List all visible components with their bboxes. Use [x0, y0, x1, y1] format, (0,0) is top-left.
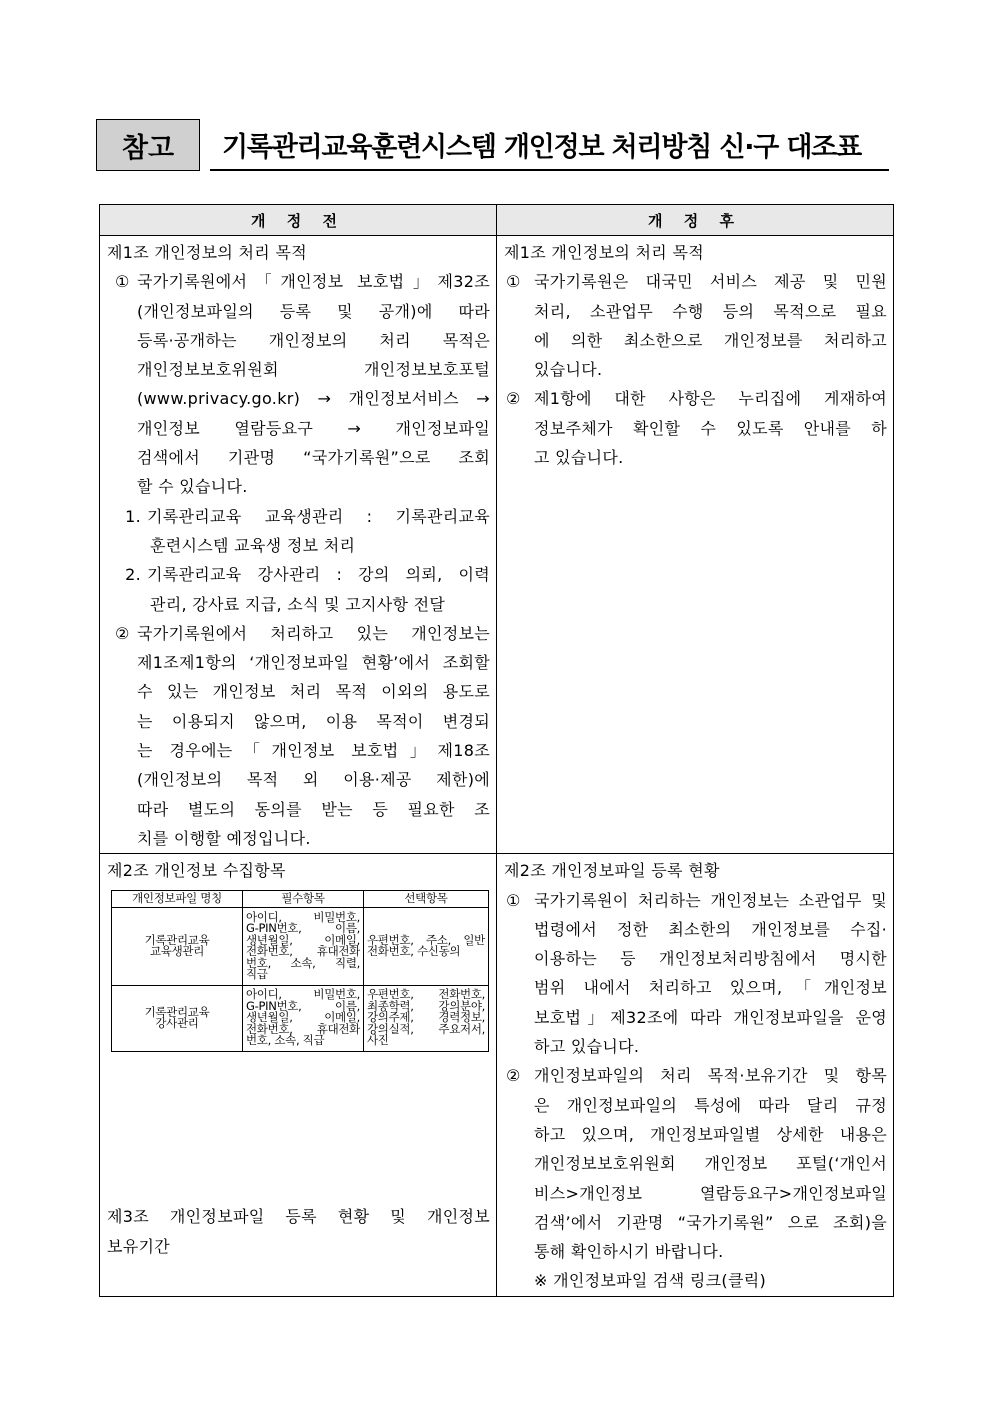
article-heading: 제2조 개인정보 수집항목 — [107, 861, 286, 881]
file-search-link[interactable]: ※ 개인정보파일 검색 링크(클릭) — [534, 1271, 767, 1291]
file-name-cell: 기록관리교육 교육생관리 — [112, 907, 243, 985]
sub-item-1: 1. 기록관리교육 교육생관리 : 기록관리교육 훈련시스템 교육생 정보 처리 — [125, 506, 490, 555]
optional-items-cell: 우편번호, 주소, 일반 전화번호, 수신동의 — [364, 907, 489, 985]
table-row — [112, 907, 489, 985]
paragraph-1: ① 국가기록원은 대국민 서비스 제공 및 민원 처리, 소관업무 수행 등의 목적으로 필요 에 의한 최소한으로 개인정보를 처리하고 있습니다. — [504, 267, 887, 384]
reference-label: 참고 — [121, 132, 175, 164]
reference-label-box — [96, 119, 200, 171]
collected-items-table — [111, 890, 489, 1052]
column-header-after: 개 정 후 — [497, 205, 894, 236]
paragraph-2: ② 개인정보파일의 처리 목적·보유기간 및 항목 은 개인정보파일의 특성에 따라 달리 규정 하고 있으며, 개인정보파일별 상세한 내용은 개인정보보호위원회 개인정보 포털(‘개인서 비스>개인정보 열람등요구>개인정보파일 검색’에서 기관명 “국가기록원” 으로 조회)을 통해 확인하시기 바랍니다. — [504, 1061, 887, 1266]
inner-header-optional: 선택항목 — [364, 890, 489, 907]
paragraph-marker: ① — [115, 272, 130, 292]
comparison-table — [99, 204, 894, 1297]
paragraph-marker: ① — [506, 272, 521, 292]
paragraph-marker: ② — [506, 1066, 521, 1086]
article-heading: 제1조 개인정보의 처리 목적 — [107, 243, 307, 262]
file-name-cell: 기록관리교육 강사관리 — [112, 985, 243, 1051]
article-heading: 제1조 개인정보의 처리 목적 — [504, 243, 704, 262]
after-cell-article2 — [497, 854, 894, 1296]
before-cell-article2 — [100, 854, 497, 1296]
article3-heading: 제3조 개인정보파일 등록 현황 및 개인정보 보유기간 — [107, 1207, 490, 1256]
optional-items-cell: 우편번호, 전화번호, 최종학력, 강의분야, 강의주제, 경력정보, 강의실적, 주요저서, 사진 — [364, 985, 489, 1051]
sub-item-2: 2. 기록관리교육 강사관리 : 강의 의뢰, 이력 관리, 강사료 지급, 소식 및 고지사항 전달 — [125, 565, 490, 614]
paragraph-1: ① 국가기록원에서「개인정보 보호법」제32조 (개인정보파일의 등록 및 공개)에 따라 등록·공개하는 개인정보의 처리 목적은 개인정보보호위원회 개인정보보호포털 (www.privacy.go.kr) → 개인정보서비스 → 개인정보 열람등요구 → 개인정보파일 검색에서 기관명 “국가기록원”으로 조회 할 수 있습니다. — [107, 267, 490, 501]
after-cell-article1 — [497, 236, 894, 854]
before-cell-article1 — [100, 236, 497, 854]
column-header-before: 개 정 전 — [100, 205, 497, 236]
article-heading: 제2조 개인정보파일 등록 현황 — [504, 861, 720, 881]
paragraph-marker: ② — [115, 623, 130, 643]
document-title-block — [96, 119, 890, 173]
title-underline — [210, 169, 889, 171]
document-title: 기록관리교육훈련시스템 개인정보 처리방침 신·구 대조표 — [222, 132, 862, 163]
paragraph-2: ② 제1항에 대한 사항은 누리집에 게재하여 정보주체가 확인할 수 있도록 안내를 하 고 있습니다. — [504, 384, 887, 472]
required-items-cell: 아이디, 비밀번호, G-PIN번호, 이름, 생년월일, 이메일, 전화번호, 휴대전화 번호, 소속, 직렬, 직급 — [243, 907, 364, 985]
table-row — [112, 985, 489, 1051]
paragraph-2: ② 국가기록원에서 처리하고 있는 개인정보는 제1조제1항의 ‘개인정보파일 현황’에서 조회할 수 있는 개인정보 처리 목적 이외의 용도로 는 이용되지 않으며, 이용 목적이 변경되 는 경우에는「개인정보 보호법」제18조 (개인정보의 목적 외 이용·제공 제한)에 따라 별도의 동의를 받는 등 필요한 조 치를 이행할 예정입니다. — [107, 619, 490, 853]
paragraph-1: ① 국가기록원이 처리하는 개인정보는 소관업무 및 법령에서 정한 최소한의 개인정보를 수집· 이용하는 등 개인정보처리방침에서 명시한 범위 내에서 처리하고 있으며,「개인정보 보호법」제32조에 따라 개인정보파일을 운영 하고 있습니다. — [504, 886, 887, 1062]
required-items-cell: 아이디, 비밀번호, G-PIN번호, 이름, 생년월일, 이메일, 전화번호, 휴대전화 번호, 소속, 직급 — [243, 985, 364, 1051]
inner-header-name: 개인정보파일 명칭 — [112, 890, 243, 907]
paragraph-marker: ① — [506, 890, 521, 910]
paragraph-marker: ② — [506, 389, 521, 409]
inner-header-required: 필수항목 — [243, 890, 364, 907]
